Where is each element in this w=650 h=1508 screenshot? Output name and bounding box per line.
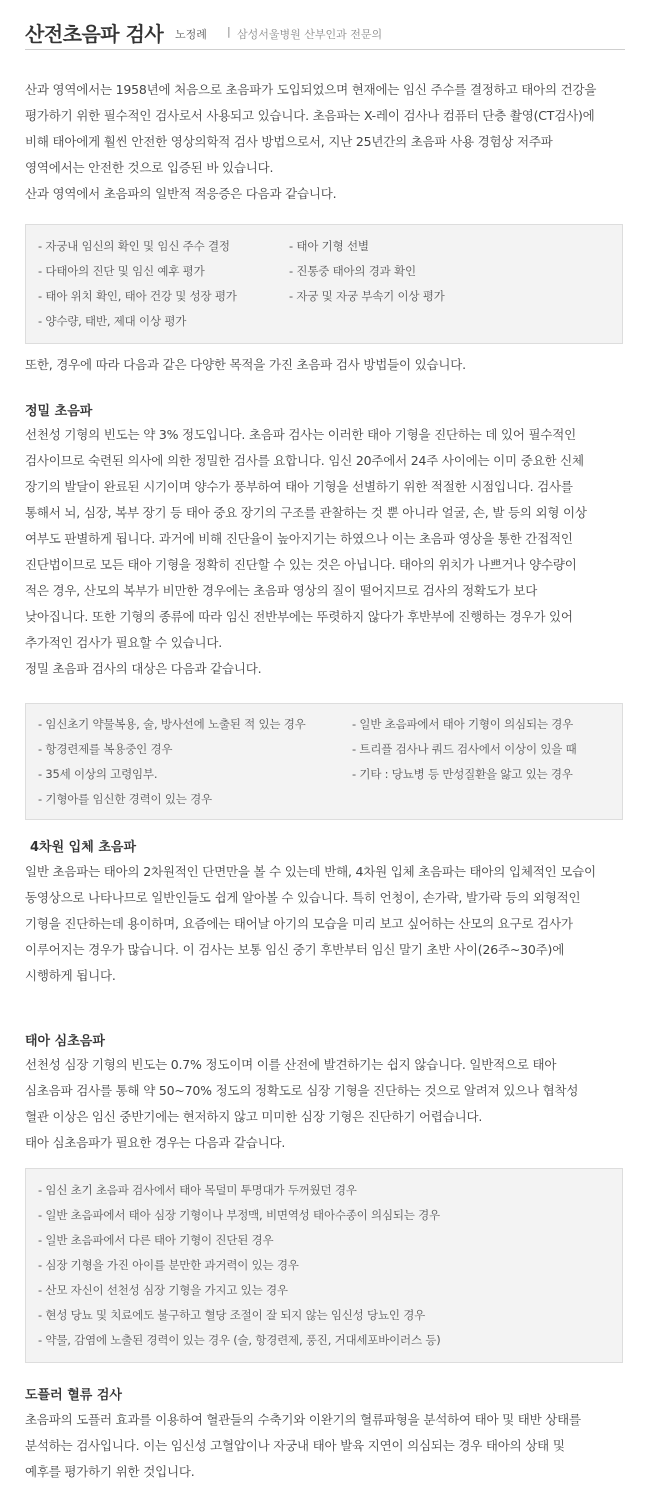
intro-line: 평가하기 위한 필수적인 검사로서 사용되고 있습니다. 초음파는 X-레이 검사나 컴퓨터 단층 촬영(CT검사)에 <box>25 108 595 123</box>
target-item: - 기타 : 당뇨병 등 만성질환을 앓고 있는 경우 <box>352 767 573 781</box>
intro-line: 영역에서는 안전한 것으로 입증된 바 있습니다. <box>25 160 274 175</box>
paragraph-line: 초음파의 도플러 효과를 이용하여 혈관들의 수축기와 이완기의 혈류파형을 분석하여 태아 및 태반 상태를 <box>25 1412 581 1427</box>
page-title: 산전초음파 검사 <box>25 22 164 46</box>
intro-line: 산과 영역에서 초음파의 일반적 적응증은 다음과 같습니다. <box>25 186 337 201</box>
echo-indication-item: - 임신 초기 초음파 검사에서 태아 목덜미 투명대가 두꺼웠던 경우 <box>38 1183 357 1197</box>
intro-paragraph <box>25 77 631 207</box>
fetal-echo-paragraph <box>25 1052 631 1156</box>
paragraph-line: 선천성 기형의 빈도는 약 3% 정도입니다. 초음파 검사는 이러한 태아 기형을 진단하는 데 있어 필수적인 <box>25 427 577 442</box>
indication-item: - 양수량, 태반, 제대 이상 평가 <box>38 314 187 328</box>
article-header <box>25 12 625 50</box>
target-item: - 일반 초음파에서 태아 기형이 의심되는 경우 <box>352 717 574 731</box>
section-heading-doppler: 도플러 혈류 검사 <box>25 1388 122 1403</box>
echo-indication-item: - 일반 초음파에서 태아 심장 기형이나 부정맥, 비면역성 태아수종이 의심되는 경우 <box>38 1208 440 1222</box>
paragraph-line: 추가적인 검사가 필요할 수 있습니다. <box>25 635 222 650</box>
echo-indication-item: - 일반 초음파에서 다른 태아 기형이 진단된 경우 <box>38 1233 274 1247</box>
echo-indication-item: - 현성 당뇨 및 치료에도 불구하고 혈당 조절이 잘 되지 않는 임신성 당뇨인 경우 <box>38 1308 426 1322</box>
paragraph-line: 심초음파 검사를 통해 약 50~70% 정도의 정확도로 심장 기형을 진단하는 것으로 알려져 있으나 협착성 <box>25 1083 579 1098</box>
section-heading-fetal-echo: 태아 심초음파 <box>25 1034 105 1049</box>
paragraph-line: 검사이므로 숙련된 의사에 의한 정밀한 검사를 요합니다. 임신 20주에서 24주 사이에는 이미 중요한 신체 <box>25 453 584 468</box>
indication-item: - 진통중 태아의 경과 확인 <box>289 264 416 278</box>
intro-line: 비해 태아에게 훨씬 안전한 영상의학적 검사 방법으로서, 지난 25년간의 초음파 사용 경험상 저주파 <box>25 134 553 149</box>
echo-indication-item: - 약물, 감염에 노출된 경력이 있는 경우 (술, 항경련제, 풍진, 거대세포바이러스 등) <box>38 1333 441 1347</box>
author-name: 노정례 <box>175 28 207 41</box>
paragraph-line: 여부도 판별하게 됩니다. 과거에 비해 진단율이 높아지기는 하였으나 이는 초음파 영상을 통한 간접적인 <box>25 531 573 546</box>
indication-item: - 자궁 및 자궁 부속기 이상 평가 <box>289 289 445 303</box>
methods-intro-text: 또한, 경우에 따라 다음과 같은 다양한 목적을 가진 초음파 검사 방법들이 있습니다. <box>25 357 466 372</box>
paragraph-line: 기형을 진단하는데 용이하며, 요즘에는 태어날 아기의 모습을 미리 보고 싶어하는 산모의 요구로 검사가 <box>25 916 573 931</box>
paragraph-line: 낮아집니다. 또한 기형의 종류에 따라 임신 전반부에는 뚜렷하지 않다가 후반부에 진행하는 경우가 있어 <box>25 609 573 624</box>
paragraph-line: 혈관 이상은 임신 중반기에는 현저하지 않고 미미한 심장 기형은 진단하기 어렵습니다. <box>25 1109 483 1124</box>
indication-item: - 태아 위치 확인, 태아 건강 및 성장 평가 <box>38 289 237 303</box>
4d-ultrasound-paragraph <box>25 859 631 989</box>
methods-intro <box>25 352 631 378</box>
paragraph-line: 적은 경우, 산모의 복부가 비만한 경우에는 초음파 영상의 질이 떨어지므로 검사의 정확도가 보다 <box>25 583 538 598</box>
paragraph-line: 동영상으로 나타나므로 일반인들도 쉽게 알아볼 수 있습니다. 특히 언청이, 손가락, 발가락 등의 외형적인 <box>25 890 581 905</box>
detailed-ultrasound-targets-box <box>25 703 623 820</box>
paragraph-line: 이루어지는 경우가 많습니다. 이 검사는 보통 임신 중기 후반부터 임신 말기 초반 사이(26주~30주)에 <box>25 942 565 957</box>
paragraph-line: 예후를 평가하기 위한 것입니다. <box>25 1464 195 1479</box>
target-item: - 기형아를 임신한 경력이 있는 경우 <box>38 792 212 806</box>
indication-item: - 다태아의 진단 및 임신 예후 평가 <box>38 264 205 278</box>
paragraph-line: 분석하는 검사입니다. 이는 임신성 고혈압이나 자궁내 태아 발육 지연이 의심되는 경우 태아의 상태 및 <box>25 1438 565 1453</box>
paragraph-line: 일반 초음파는 태아의 2차원적인 단면만을 볼 수 있는데 반해, 4차원 입체 초음파는 태아의 입체적인 모습이 <box>25 864 596 879</box>
target-item: - 35세 이상의 고령임부. <box>38 767 158 781</box>
indication-item: - 태아 기형 선별 <box>289 239 369 253</box>
echo-indication-item: - 심장 기형을 가진 아이를 분만한 과거력이 있는 경우 <box>38 1258 299 1272</box>
section-heading-4d-ultrasound: 4차원 입체 초음파 <box>30 840 137 855</box>
fetal-echo-indications-box <box>25 1168 623 1363</box>
target-item: - 임신초기 약물복용, 술, 방사선에 노출된 적 있는 경우 <box>38 717 306 731</box>
indication-item: - 자궁내 임신의 확인 및 임신 주수 결정 <box>38 239 230 253</box>
target-item: - 항경련제를 복용중인 경우 <box>38 742 173 756</box>
doppler-paragraph <box>25 1407 631 1485</box>
indications-box <box>25 224 623 344</box>
header-separator: | <box>227 25 231 38</box>
detailed-ultrasound-paragraph <box>25 422 631 682</box>
paragraph-line: 시행하게 됩니다. <box>25 968 116 983</box>
section-heading-detailed-ultrasound: 정밀 초음파 <box>25 404 93 419</box>
author-affiliation: 삼성서울병원 산부인과 전문의 <box>237 28 383 41</box>
target-item: - 트리플 검사나 쿼드 검사에서 이상이 있을 때 <box>352 742 577 756</box>
paragraph-line: 장기의 발달이 완료된 시기이며 양수가 풍부하여 태아 기형을 선별하기 위한 적절한 시점입니다. 검사를 <box>25 479 573 494</box>
paragraph-line: 진단법이므로 모든 태아 기형을 정확히 진단할 수 있는 것은 아닙니다. 태아의 위치가 나쁘거나 양수량이 <box>25 557 577 572</box>
echo-indication-item: - 산모 자신이 선천성 심장 기형을 가지고 있는 경우 <box>38 1283 288 1297</box>
paragraph-line: 선천성 심장 기형의 빈도는 0.7% 정도이며 이를 산전에 발견하기는 쉽지 않습니다. 일반적으로 태아 <box>25 1057 557 1072</box>
intro-line: 산과 영역에서는 1958년에 처음으로 초음파가 도입되었으며 현재에는 임신 주수를 결정하고 태아의 건강을 <box>25 82 597 97</box>
paragraph-line: 태아 심초음파가 필요한 경우는 다음과 같습니다. <box>25 1135 286 1150</box>
paragraph-line: 통해서 뇌, 심장, 복부 장기 등 태아 중요 장기의 구조를 관찰하는 것 뿐 아니라 얼굴, 손, 발 등의 외형 이상 <box>25 505 587 520</box>
paragraph-line: 정밀 초음파 검사의 대상은 다음과 같습니다. <box>25 661 262 676</box>
